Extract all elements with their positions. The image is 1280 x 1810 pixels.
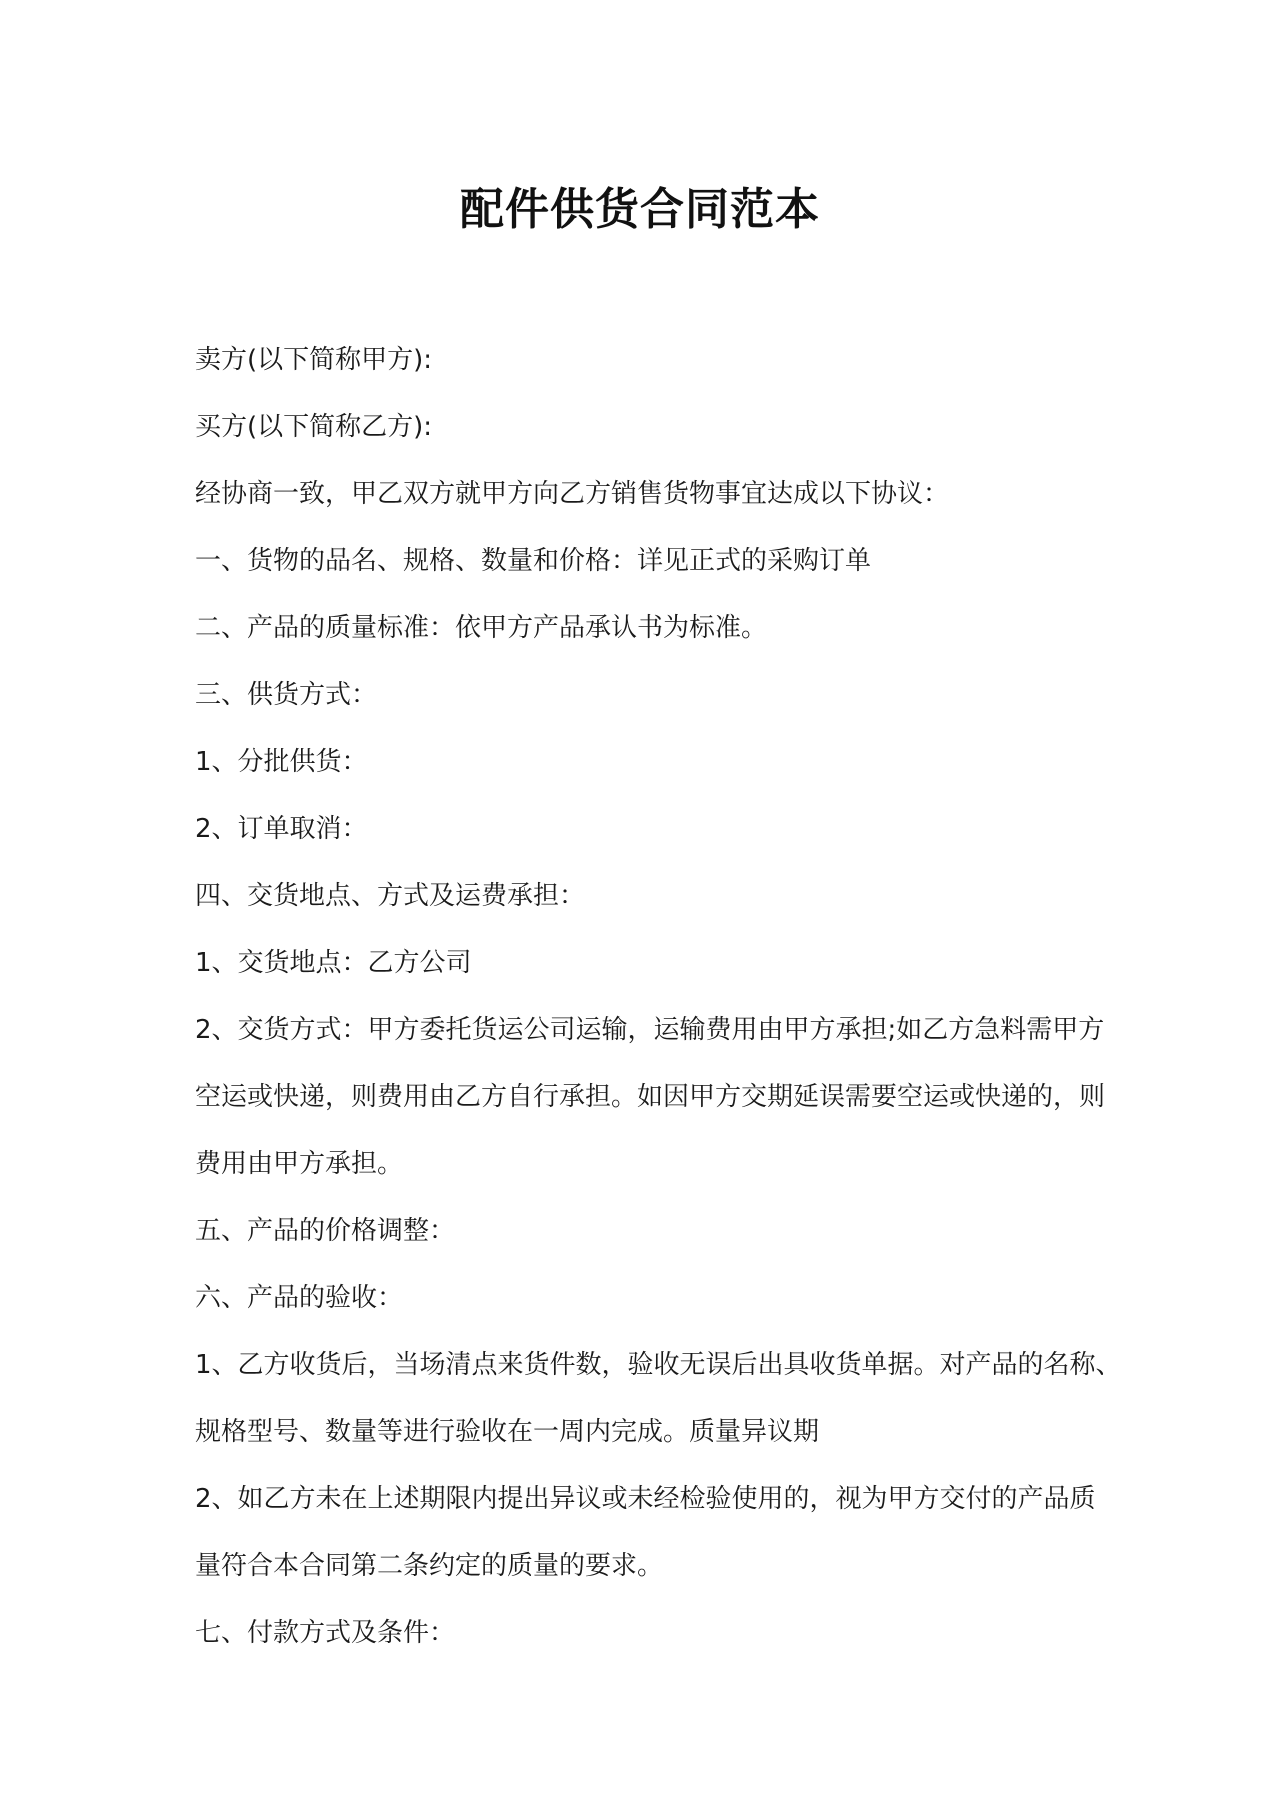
- clause-1-line: 一、货物的品名、规格、数量和价格：详见正式的采购订单: [195, 546, 872, 576]
- clause-6-line: 六、产品的验收：: [195, 1283, 404, 1313]
- clause-6-item-2-line-2: 量符合本合同第二条约定的质量的要求。: [195, 1551, 664, 1581]
- clause-7-line: 七、付款方式及条件：: [195, 1618, 456, 1648]
- clause-4-line: 四、交货地点、方式及运费承担：: [195, 881, 586, 911]
- clause-3-item-2-line: 2、订单取消：: [195, 814, 368, 844]
- clause-3-line: 三、供货方式：: [195, 680, 378, 710]
- clause-5-line: 五、产品的价格调整：: [195, 1216, 456, 1246]
- clause-6-item-1-line-2: 规格型号、数量等进行验收在一周内完成。质量异议期: [195, 1417, 820, 1447]
- clause-6-item-2-line-1: 2、如乙方未在上述期限内提出异议或未经检验使用的，视为甲方交付的产品质: [195, 1484, 1096, 1514]
- clause-4-item-1-line: 1、交货地点：乙方公司: [195, 948, 472, 978]
- clause-4-item-2-line-1: 2、交货方式：甲方委托货运公司运输，运输费用由甲方承担;如乙方急料需甲方: [195, 1015, 1105, 1045]
- clause-2-line: 二、产品的质量标准：依甲方产品承认书为标准。: [195, 613, 768, 643]
- clause-4-item-2-line-2: 空运或快递，则费用由乙方自行承担。如因甲方交期延误需要空运或快递的，则: [195, 1082, 1106, 1112]
- buyer-line: 买方(以下简称乙方):: [195, 412, 433, 442]
- page-title: 配件供货合同范本: [460, 184, 820, 235]
- clause-4-item-2-line-3: 费用由甲方承担。: [195, 1149, 404, 1179]
- seller-line: 卖方(以下简称甲方):: [195, 345, 433, 375]
- clause-6-item-1-line-1: 1、乙方收货后，当场清点来货件数，验收无误后出具收货单据。对产品的名称、: [195, 1350, 1122, 1380]
- intro-line: 经协商一致，甲乙双方就甲方向乙方销售货物事宜达成以下协议：: [195, 479, 950, 509]
- clause-3-item-1-line: 1、分批供货：: [195, 747, 368, 777]
